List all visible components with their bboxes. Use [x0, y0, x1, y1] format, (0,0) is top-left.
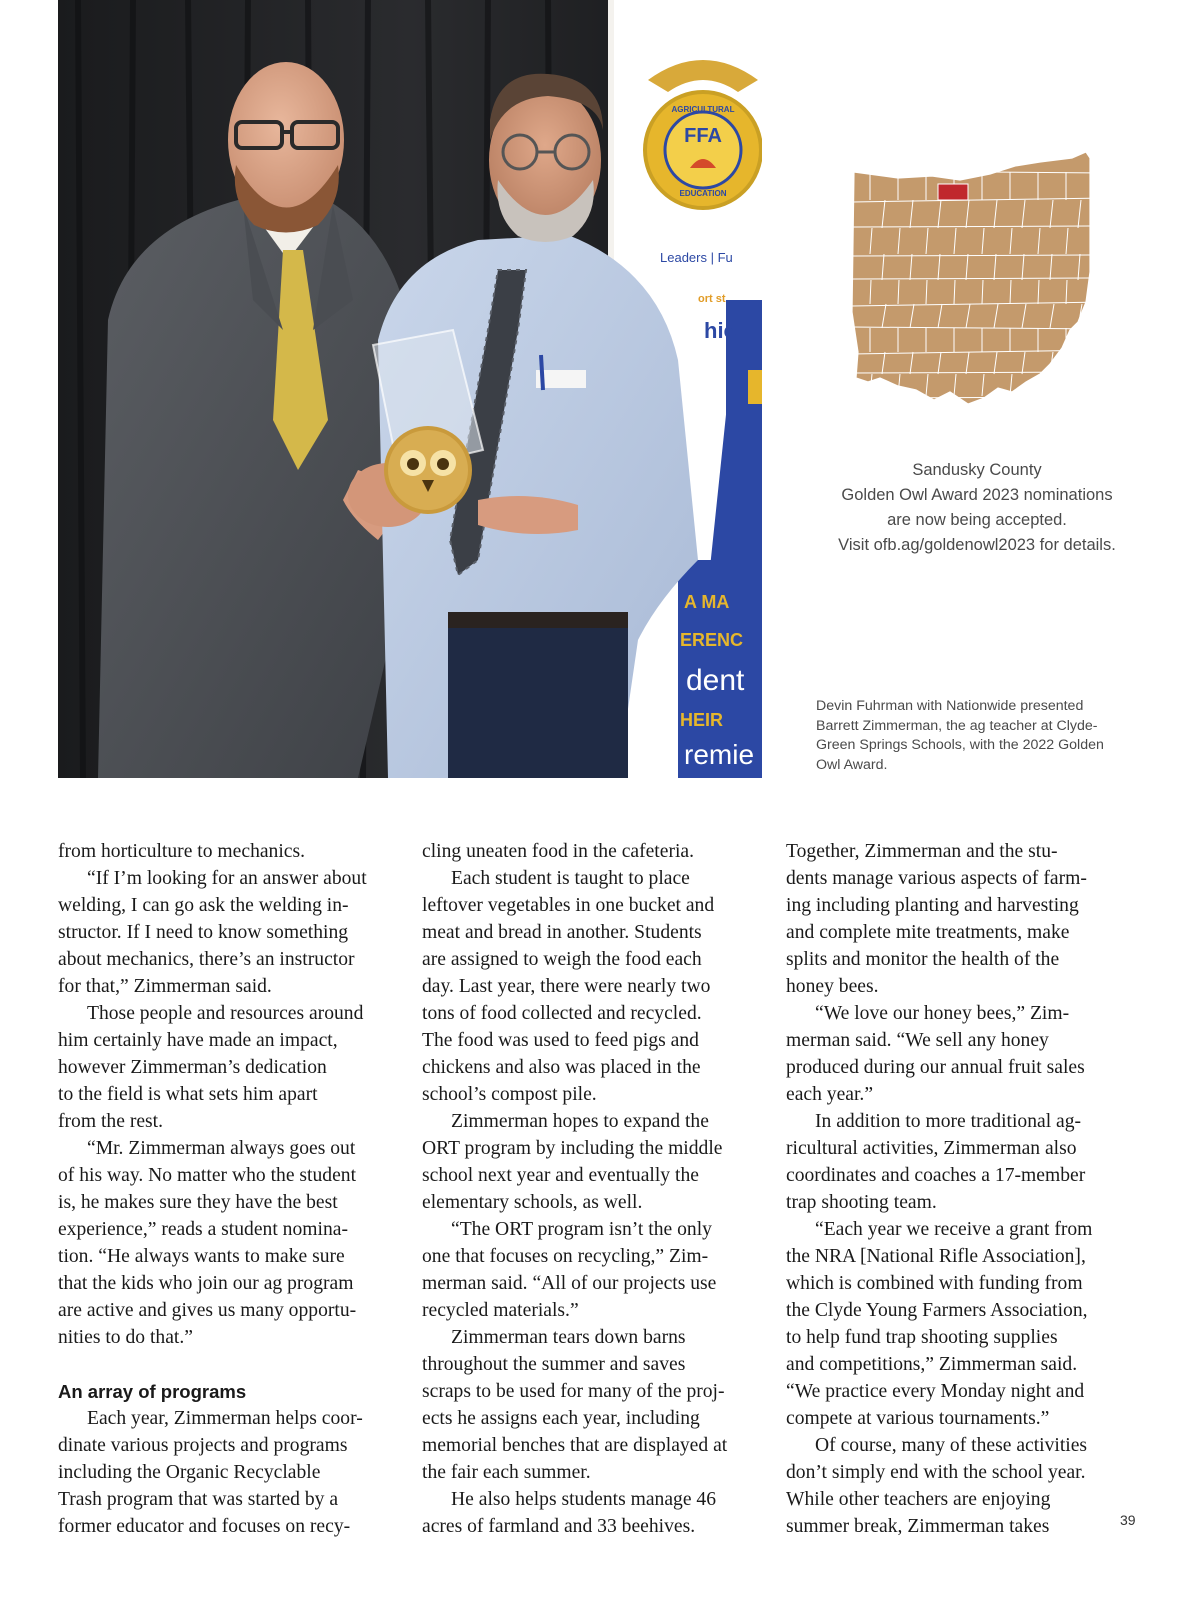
banner-text-6: dent	[686, 664, 745, 697]
text-line: Of course, many of these activities	[815, 1435, 1088, 1456]
text-line: chickens and also was placed in the	[422, 1057, 701, 1078]
text-line: for that,” Zimmerman said.	[58, 976, 272, 997]
text-line: experience,” reads a student nomina-	[58, 1219, 348, 1240]
text-line: however Zimmerman’s dedication	[58, 1057, 327, 1078]
paragraph	[422, 1216, 762, 1324]
text-line: coordinates and coaches a 17-member	[786, 1165, 1086, 1186]
ohio-county-map	[850, 152, 1105, 412]
text-line: nities to do that.”	[58, 1327, 193, 1348]
paragraph	[422, 865, 762, 1108]
text-line: school next year and eventually the	[422, 1165, 699, 1186]
text-line: summer break, Zimmerman takes	[786, 1516, 1050, 1537]
text-line: to the field is what sets him apart	[58, 1084, 318, 1105]
text-line: dinate various projects and programs	[58, 1435, 348, 1456]
text-line: scraps to be used for many of the proj-	[422, 1381, 725, 1402]
text-line: is, he makes sure they have the best	[58, 1192, 338, 1213]
banner-text-1: Leaders | Fu	[660, 250, 733, 265]
photo-caption-line: Green Springs Schools, with the 2022 Golden	[816, 737, 1104, 753]
text-line: which is combined with funding from	[786, 1273, 1083, 1294]
paragraph	[422, 1324, 762, 1486]
text-line: that the kids who join our ag program	[58, 1273, 354, 1294]
text-line: cling uneaten food in the cafeteria.	[422, 841, 695, 862]
text-line: leftover vegetables in one bucket and	[422, 895, 715, 916]
text-line: structor. If I need to know something	[58, 922, 349, 943]
article-column-1	[58, 838, 398, 1540]
text-line: to help fund trap shooting supplies	[786, 1327, 1058, 1348]
award-photo-illustration	[58, 0, 762, 778]
paragraph	[786, 1000, 1126, 1108]
text-line: from horticulture to mechanics.	[58, 841, 306, 862]
banner-text-7: HEIR	[680, 710, 724, 730]
text-line: tion. “He always wants to make sure	[58, 1246, 345, 1267]
paragraph	[58, 838, 398, 865]
text-line: don’t simply end with the school year.	[786, 1462, 1086, 1483]
text-line: While other teachers are enjoying	[786, 1489, 1051, 1510]
banner-text-8: remie	[684, 739, 755, 770]
text-line: welding, I can go ask the welding in-	[58, 895, 349, 916]
text-line: school’s compost pile.	[422, 1084, 597, 1105]
text-line: splits and monitor the health of the	[786, 949, 1060, 970]
text-line: dents manage various aspects of farm-	[786, 868, 1087, 889]
banner-text-2: ort st	[698, 293, 726, 305]
section-heading: An array of programs	[58, 1381, 247, 1402]
text-line: “If I’m looking for an answer about	[87, 868, 367, 889]
text-line: each year.”	[786, 1084, 874, 1105]
text-line: the NRA [National Rifle Association],	[786, 1246, 1086, 1267]
text-line: throughout the summer and saves	[422, 1354, 686, 1375]
text-line: and complete mite treatments, make	[786, 922, 1070, 943]
ffa-emblem-ring-bottom: EDUCATION	[679, 189, 727, 198]
text-line: “We practice every Monday night and	[786, 1381, 1085, 1402]
text-line: tons of food collected and recycled.	[422, 1003, 702, 1024]
text-line: Trash program that was started by a	[58, 1489, 339, 1510]
paragraph	[58, 1135, 398, 1351]
photo-caption-line: Owl Award.	[816, 756, 888, 773]
text-line: He also helps students manage 46	[451, 1489, 717, 1510]
text-line: “Mr. Zimmerman always goes out	[87, 1138, 356, 1159]
text-line: are assigned to weigh the food each	[422, 949, 702, 970]
paragraph	[422, 1108, 762, 1216]
text-line: ing including planting and harvesting	[786, 895, 1079, 916]
text-line: of his way. No matter who the student	[58, 1165, 357, 1186]
photo-caption-line: Devin Fuhrman with Nationwide presented	[816, 698, 1084, 714]
text-line: the fair each summer.	[422, 1462, 591, 1483]
map-caption	[822, 458, 1132, 558]
ffa-emblem-text: FFA	[684, 125, 722, 147]
text-line: ricultural activities, Zimmerman also	[786, 1138, 1077, 1159]
text-line: Together, Zimmerman and the stu-	[786, 841, 1058, 862]
text-line: produced during our annual fruit sales	[786, 1057, 1085, 1078]
paragraph	[786, 1108, 1126, 1216]
text-line: Those people and resources around	[87, 1003, 364, 1024]
paragraph	[58, 1000, 398, 1135]
text-line: “We love our honey bees,” Zim-	[815, 1003, 1070, 1024]
paragraph	[786, 838, 1126, 1000]
text-line: Zimmerman hopes to expand the	[451, 1111, 709, 1132]
paragraph	[786, 1432, 1126, 1540]
ffa-emblem-ring-top: AGRICULTURAL	[671, 105, 735, 114]
award-photo	[58, 0, 762, 778]
text-line: honey bees.	[786, 976, 879, 997]
text-line: day. Last year, there were nearly two	[422, 976, 711, 997]
text-line: compete at various tournaments.”	[786, 1408, 1050, 1429]
banner-text-3: hio	[704, 318, 737, 343]
map-caption-link: Visit ofb.ag/goldenowl2023 for details.	[838, 536, 1116, 554]
text-line: about mechanics, there’s an instructor	[58, 949, 355, 970]
text-line: Zimmerman tears down barns	[451, 1327, 686, 1348]
map-caption-line: are now being accepted.	[887, 511, 1067, 529]
text-line: Each year, Zimmerman helps coor-	[87, 1408, 363, 1429]
text-line: recycled materials.”	[422, 1300, 579, 1321]
paragraph	[422, 1486, 762, 1540]
text-line: Each student is taught to place	[451, 868, 690, 889]
paragraph	[58, 1405, 398, 1540]
text-line: meat and bread in another. Students	[422, 922, 702, 943]
text-line: elementary schools, as well.	[422, 1192, 643, 1213]
text-line: acres of farmland and 33 beehives.	[422, 1516, 696, 1537]
paragraph	[58, 865, 398, 1000]
text-line: one that focuses on recycling,” Zim-	[422, 1246, 709, 1267]
text-line: “Each year we receive a grant from	[815, 1219, 1093, 1240]
ohio-map-graphic	[850, 152, 1105, 412]
article-column-3	[786, 838, 1126, 1540]
article-column-2	[422, 838, 762, 1540]
text-line: are active and gives us many opportu-	[58, 1300, 357, 1321]
photo-caption	[816, 697, 1136, 775]
map-caption-line: Golden Owl Award 2023 nominations	[841, 486, 1113, 504]
text-line: him certainly have made an impact,	[58, 1030, 338, 1051]
sandusky-county-highlight	[938, 184, 968, 200]
text-line: from the rest.	[58, 1111, 164, 1132]
text-line: the Clyde Young Farmers Association,	[786, 1300, 1088, 1321]
text-line: The food was used to feed pigs and	[422, 1030, 699, 1051]
text-line: former educator and focuses on recy-	[58, 1516, 351, 1537]
text-line: In addition to more traditional ag-	[815, 1111, 1082, 1132]
text-line: trap shooting team.	[786, 1192, 937, 1213]
text-line: merman said. “We sell any honey	[786, 1030, 1049, 1051]
banner-text-4: A MA	[684, 592, 730, 612]
text-line: memorial benches that are displayed at	[422, 1435, 728, 1456]
banner-text-5: ERENC	[680, 630, 744, 650]
paragraph	[786, 1216, 1126, 1432]
page-number: 39	[1120, 1512, 1136, 1528]
text-line: including the Organic Recyclable	[58, 1462, 321, 1483]
paragraph	[422, 838, 762, 865]
text-line: merman said. “All of our projects use	[422, 1273, 717, 1294]
photo-caption-line: Barrett Zimmerman, the ag teacher at Clyde-	[816, 717, 1098, 734]
text-line: and competitions,” Zimmerman said.	[786, 1354, 1078, 1375]
text-line: ects he assigns each year, including	[422, 1408, 700, 1429]
text-line: ORT program by including the middle	[422, 1138, 723, 1159]
text-line: “The ORT program isn’t the only	[451, 1219, 712, 1240]
map-caption-county: Sandusky County	[912, 461, 1042, 479]
